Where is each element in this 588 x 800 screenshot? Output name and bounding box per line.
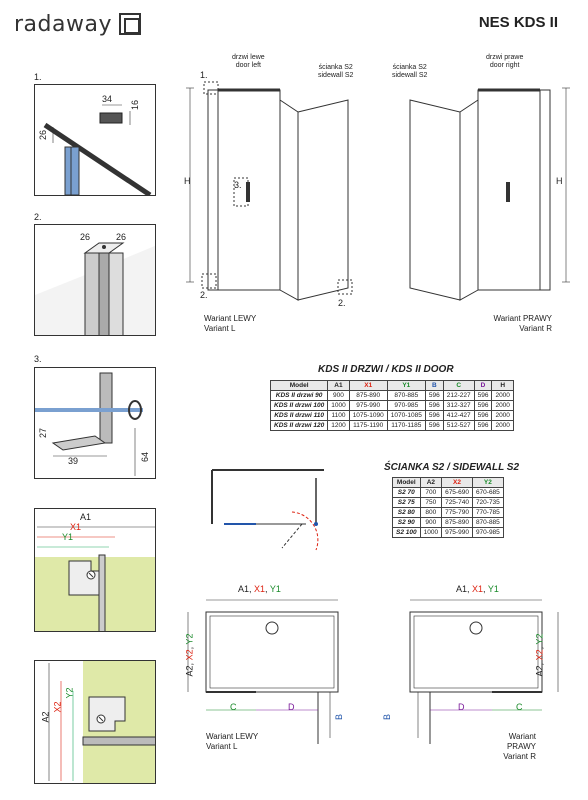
side-table-cell: 870-885 [472, 518, 503, 528]
door-table-row [271, 391, 514, 401]
detail-5-y2-label: Y2 [64, 687, 75, 699]
detail-3-dim-c: 64 [140, 451, 151, 463]
door-table-cell: KDS II drzwi 110 [271, 411, 328, 421]
front-right-sidewall-label: ścianka S2 sidewall S2 [392, 64, 428, 79]
plan-left-b: B [334, 713, 345, 721]
detail-3-dim-a: 27 [38, 427, 49, 439]
side-table-cell: S2 80 [393, 508, 421, 518]
side-table-cell: S2 70 [393, 488, 421, 498]
plan-right-side-dims: A2, X2, Y2 [534, 633, 545, 677]
detail-1-number: 1. [34, 72, 42, 82]
door-table-cell: 1175-1190 [349, 421, 387, 431]
plan-right-b: B [382, 713, 393, 721]
front-left-callout-3: 3. [234, 180, 242, 190]
detail-4-x1-label: X1 [70, 522, 82, 532]
door-table-row [271, 401, 514, 411]
front-right-variant: Wariant PRAWY Variant R [493, 314, 552, 333]
side-table-cell: 970-985 [472, 528, 503, 538]
detail-2-drawing [35, 225, 156, 336]
model-title: NES KDS II [478, 14, 558, 31]
door-table-header-cell: X1 [349, 381, 387, 391]
plan-right-c: C [516, 702, 523, 712]
door-table-cell: 975-990 [349, 401, 387, 411]
door-table-cell: KDS II drzwi 90 [271, 391, 328, 401]
door-table-header-cell: B [425, 381, 443, 391]
door-table-cell: 1070-1085 [387, 411, 425, 421]
door-table-cell: 596 [474, 421, 492, 431]
door-table-cell: 1100 [328, 411, 349, 421]
plan-view-left [180, 596, 350, 746]
door-table-cell: 1075-1090 [349, 411, 387, 421]
door-table-cell: KDS II drzwi 120 [271, 421, 328, 431]
front-left-door-label: drzwi lewe door left [232, 54, 265, 69]
side-table-header-cell: Y2 [472, 478, 503, 488]
side-table-cell: 725-740 [442, 498, 473, 508]
side-table-cell: 750 [420, 498, 441, 508]
side-table-cell: 720-735 [472, 498, 503, 508]
side-table-cell: S2 75 [393, 498, 421, 508]
door-table-header-cell: D [474, 381, 492, 391]
door-table-header-cell: A1 [328, 381, 349, 391]
side-table-cell: 670-685 [472, 488, 503, 498]
plan-right-d: D [458, 702, 465, 712]
front-left-h: H [184, 176, 191, 186]
door-table-header-row [271, 381, 514, 391]
side-table-cell: 770-785 [472, 508, 503, 518]
door-table-cell: 970-985 [387, 401, 425, 411]
front-left-callout-1: 1. [200, 70, 208, 80]
side-table-cell: 975-990 [442, 528, 473, 538]
door-table [270, 380, 514, 431]
side-table [392, 477, 504, 538]
plan-left-d: D [288, 702, 295, 712]
detail-5-box [34, 660, 156, 784]
front-view-right [400, 70, 580, 310]
side-table-row [393, 508, 504, 518]
front-left-callout-2b: 2. [338, 298, 346, 308]
brand-logo-text: radaway [14, 12, 112, 37]
detail-5-a2-label: A2 [40, 711, 51, 723]
side-table-row [393, 488, 504, 498]
side-table-cell: 800 [420, 508, 441, 518]
door-table-cell: 596 [425, 401, 443, 411]
door-table-cell: 596 [425, 411, 443, 421]
detail-3-box [34, 367, 156, 479]
door-table-cell: 596 [425, 391, 443, 401]
door-table-cell: 875-890 [349, 391, 387, 401]
plan-right-top-dims: A1, X1, Y1 [456, 584, 499, 594]
side-table-cell: 875-890 [442, 518, 473, 528]
detail-1-dim-b: 16 [130, 99, 141, 111]
door-table-cell: 1170-1185 [387, 421, 425, 431]
door-table-cell: 412-427 [443, 411, 474, 421]
side-table-cell: 900 [420, 518, 441, 528]
detail-1-dim-c: 26 [38, 129, 49, 141]
front-view-left [180, 70, 360, 310]
detail-5-x2-label: X2 [52, 701, 63, 713]
door-table-row [271, 411, 514, 421]
detail-2-dim-a: 26 [80, 232, 91, 242]
front-left-sidewall-label: ścianka S2 sidewall S2 [318, 64, 354, 79]
side-table-header-cell: X2 [442, 478, 473, 488]
side-table-row [393, 518, 504, 528]
door-table-cell: 2000 [492, 421, 513, 431]
brand-logo-icon [119, 13, 141, 35]
side-table-title: ŚCIANKA S2 / SIDEWALL S2 [384, 462, 520, 473]
door-table-cell: 596 [474, 391, 492, 401]
plan-left-side-dims: A2, X2, Y2 [184, 633, 195, 677]
front-right-door-label: drzwi prawe door right [486, 54, 524, 69]
detail-3-dim-b: 39 [68, 456, 79, 466]
front-left-variant: Wariant LEWY Variant L [204, 314, 257, 333]
door-table-cell: 312-327 [443, 401, 474, 411]
side-table-cell: 675-690 [442, 488, 473, 498]
door-table-header-cell: H [492, 381, 513, 391]
side-table-row [393, 528, 504, 538]
door-table-cell: 596 [425, 421, 443, 431]
door-table-cell: 900 [328, 391, 349, 401]
detail-2-dim-b: 26 [116, 232, 127, 242]
door-table-cell: 2000 [492, 391, 513, 401]
detail-5-drawing [35, 661, 156, 784]
door-table-cell: 512-527 [443, 421, 474, 431]
plan-right-variant: Wariant PRAWY Variant R [503, 732, 536, 761]
plan-left-variant: Wariant LEWY Variant L [206, 732, 259, 751]
side-table-header-row [393, 478, 504, 488]
detail-2-number: 2. [34, 212, 42, 222]
hinge-plan-drawing [206, 464, 336, 556]
detail-4-a1-label: A1 [80, 512, 92, 522]
door-table-header-cell: Model [271, 381, 328, 391]
door-table-header-cell: C [443, 381, 474, 391]
door-table-cell: KDS II drzwi 100 [271, 401, 328, 411]
door-table-title: KDS II DRZWI / KDS II DOOR [318, 364, 454, 375]
side-table-cell: S2 90 [393, 518, 421, 528]
detail-4-drawing [35, 509, 156, 632]
door-table-cell: 596 [474, 411, 492, 421]
front-right-h: H [556, 176, 563, 186]
side-table-row [393, 498, 504, 508]
detail-3-drawing [35, 368, 156, 479]
door-table-cell: 1200 [328, 421, 349, 431]
detail-4-box [34, 508, 156, 632]
door-table-cell: 1000 [328, 401, 349, 411]
side-table-cell: 775-790 [442, 508, 473, 518]
door-table-row [271, 421, 514, 431]
detail-2-box [34, 224, 156, 336]
side-table-cell: 1000 [420, 528, 441, 538]
side-table-header-cell: Model [393, 478, 421, 488]
door-table-cell: 212-227 [443, 391, 474, 401]
door-table-cell: 2000 [492, 401, 513, 411]
door-table-header-cell: Y1 [387, 381, 425, 391]
door-table-cell: 870-885 [387, 391, 425, 401]
door-table-cell: 2000 [492, 411, 513, 421]
side-table-header-cell: A2 [420, 478, 441, 488]
plan-left-top-dims: A1, X1, Y1 [238, 584, 281, 594]
plan-left-c: C [230, 702, 237, 712]
detail-1-dim-a: 34 [102, 94, 113, 104]
door-table-body [271, 391, 514, 431]
side-table-cell: S2 100 [393, 528, 421, 538]
detail-3-number: 3. [34, 354, 42, 364]
side-table-body [393, 488, 504, 538]
side-table-cell: 700 [420, 488, 441, 498]
detail-4-y1-label: Y1 [62, 532, 74, 542]
front-left-callout-2a: 2. [200, 290, 208, 300]
door-table-cell: 596 [474, 401, 492, 411]
